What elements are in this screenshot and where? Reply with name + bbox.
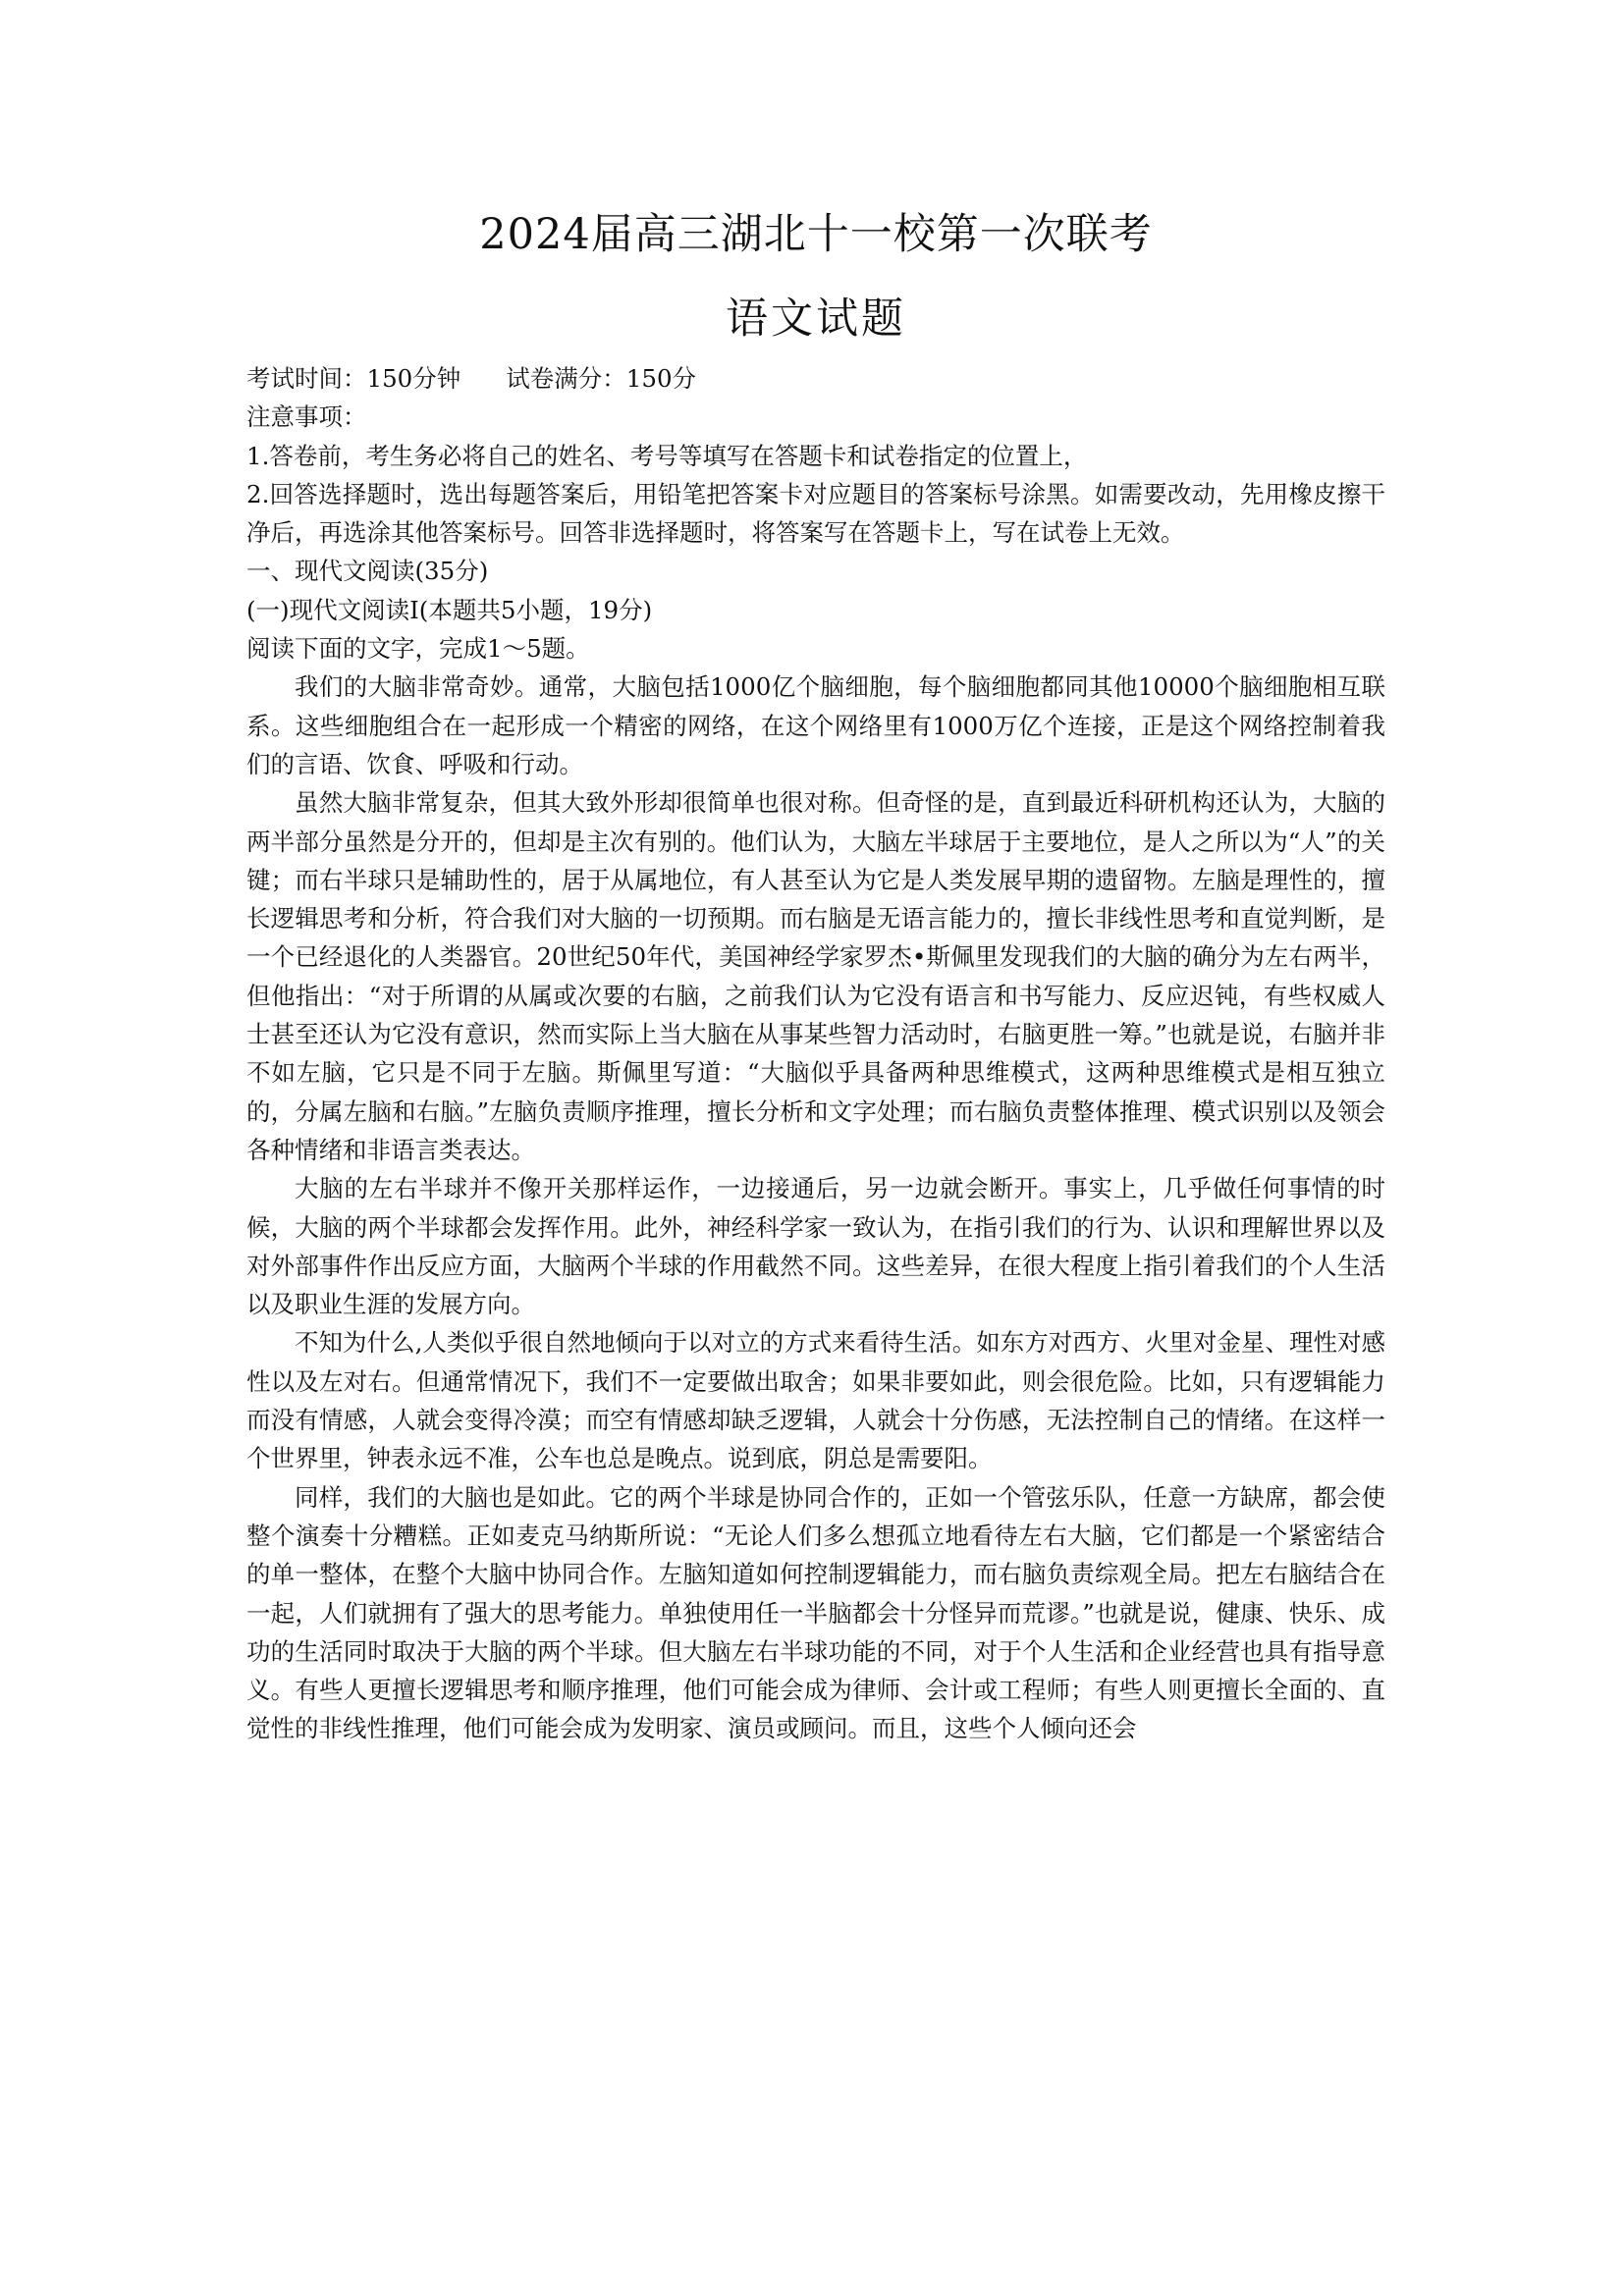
reading-instruction: 阅读下面的文字，完成1～5题。: [246, 634, 590, 664]
page-content: [246, 206, 1385, 1748]
exam-title: 2024届高三湖北十一校第一次联考: [479, 210, 1153, 259]
note-item: 1.答卷前，考生务必将自己的姓名、考号等填写在答题卡和试卷指定的位置上，: [246, 441, 1088, 470]
exam-subject: 语文试题: [726, 294, 906, 344]
passage-paragraph: 虽然大脑非常复杂，但其大致外形却很简单也很对称。但奇怪的是，直到最近科研机构还认为，大脑的两半部分虽然是分开的，但却是主次有别的。他们认为，大脑左半球居于主要地位，是人之所以为“人”的关键；而右半球只是辅助性的，居于从属地位，有人甚至认为它是人类发展早期的遗留物。左脑是理性的，擅长逻辑思考和分析，符合我们对大脑的一切预期。而右脑是无语言能力的，擅长非线性思考和直觉判断，是一个已经退化的人类器官。20世纪50年代，美国神经学家罗杰•斯佩里发现我们的大脑的确分为左右两半，但他指出：“对于所谓的从属或次要的右脑，之前我们认为它没有语言和书写能力、反应迟钝，有些权威人士甚至还认为它没有意识，然而实际上当大脑在从事某些智力活动时，右脑更胜一筹。”也就是说，右脑并非不如左脑，它只是不同于左脑。斯佩里写道：“大脑似乎具备两种思维模式，这两种思维模式是相互独立的，分属左脑和右脑。”左脑负责顺序推理，擅长分析和文字处理；而右脑负责整体推理、模式识别以及领会各种情绪和非语言类表达。: [246, 788, 1385, 1164]
exam-time: 考试时间：150分钟: [246, 364, 461, 393]
exam-info: [246, 359, 1385, 398]
passage-paragraph: 我们的大脑非常奇妙。通常，大脑包括1000亿个脑细胞，每个脑细胞都同其他10000个脑细胞相互联系。这些细胞组合在一起形成一个精密的网络，在这个网络里有1000万亿个连接，正是这个网络控制着我们的言语、饮食、呼吸和行动。: [246, 672, 1385, 778]
exam-full-score: 试卷满分：150分: [506, 364, 697, 393]
section-heading: 一、现代文阅读(35分): [246, 557, 489, 586]
passage-paragraph: 大脑的左右半球并不像开关那样运作，一边接通后，另一边就会断开。事实上，几乎做任何事情的时候，大脑的两个半球都会发挥作用。此外，神经科学家一致认为，在指引我们的行为、认识和理解世界以及对外部事件作出反应方面，大脑两个半球的作用截然不同。这些差异，在很大程度上指引着我们的个人生活以及职业生涯的发展方向。: [246, 1174, 1385, 1319]
passage-paragraph: 同样，我们的大脑也是如此。它的两个半球是协同合作的，正如一个管弦乐队，任意一方缺席，都会使整个演奏十分糟糕。正如麦克马纳斯所说：“无论人们多么想孤立地看待左右大脑，它们都是一个紧密结合的单一整体，在整个大脑中协同合作。左脑知道如何控制逻辑能力，而右脑负责综观全局。把左右脑结合在一起，人们就拥有了强大的思考能力。单独使用任一半脑都会十分怪异而荒谬。”也就是说，健康、快乐、成功的生活同时取决于大脑的两个半球。但大脑左右半球功能的不同，对于个人生活和企业经营也具有指导意义。有些人更擅长逻辑思考和顺序推理，他们可能会成为律师、会计或工程师；有些人则更擅长全面的、直觉性的非线性推理，他们可能会成为发明家、演员或顾问。而且，这些个人倾向还会: [246, 1482, 1385, 1743]
notes-heading: 注意事项：: [246, 402, 367, 432]
section-sub-heading: (一)现代文阅读Ⅰ(本题共5小题，19分): [246, 595, 653, 624]
passage-paragraph: 不知为什么,人类似乎很自然地倾向于以对立的方式来看待生活。如东方对西方、火里对金星、理性对感性以及左对右。但通常情况下，我们不一定要做出取舍；如果非要如此，则会很危险。比如，只有逻辑能力而没有情感，人就会变得冷漠；而空有情感却缺乏逻辑，人就会十分伤感，无法控制自己的情绪。在这样一个世界里，钟表永远不准，公车也总是晚点。说到底，阴总是需要阳。: [246, 1328, 1385, 1473]
note-item: 2.回答选择题时，选出每题答案后，用铅笔把答案卡对应题目的答案标号涂黑。如需要改动，先用橡皮擦干净后，再选涂其他答案标号。回答非选择题时，将答案写在答题卡上，写在试卷上无效。: [246, 479, 1385, 548]
